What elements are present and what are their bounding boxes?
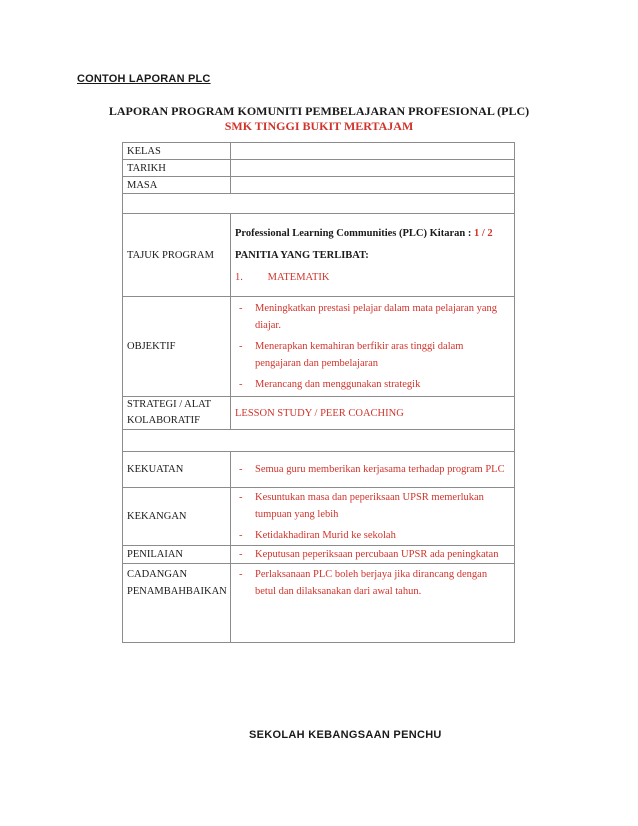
objektif-item: - Menerapkan kemahiran berfikir aras tinggi dalam pengajaran dan pembelajaran	[235, 338, 510, 372]
row-penilaian	[123, 546, 515, 564]
value-kelas	[231, 143, 515, 160]
value-kekuatan	[231, 452, 515, 488]
label-penilaian: PENILAIAN	[123, 546, 231, 564]
label-strategi-line2: KOLABORATIF	[127, 415, 200, 426]
value-tarikh	[231, 160, 515, 177]
value-penilaian	[231, 546, 515, 564]
label-cadangan	[123, 564, 231, 643]
row-spacer	[123, 194, 515, 214]
objektif-item: - Merancang dan menggunakan strategik	[235, 376, 510, 393]
panitia-name: MATEMATIK	[267, 271, 330, 283]
report-table	[122, 142, 515, 643]
row-kelas	[123, 143, 515, 160]
row-masa	[123, 177, 515, 194]
row-objektif	[123, 297, 515, 397]
label-kelas: KELAS	[123, 143, 231, 160]
cadangan-item: - Perlaksanaan PLC boleh berjaya jika dirancang dengan betul dan dilaksanakan dari awal tahun.	[235, 566, 510, 600]
value-masa	[231, 177, 515, 194]
label-cadangan-line2: PENAMBAHBAIKAN	[127, 586, 227, 597]
value-objektif	[231, 297, 515, 397]
objektif-item: - Meningkatkan prestasi pelajar dalam mata pelajaran yang diajar.	[235, 300, 510, 334]
row-strategi	[123, 397, 515, 430]
label-strategi	[123, 397, 231, 430]
label-strategi-line1: STRATEGI / ALAT	[127, 399, 211, 410]
value-kekangan	[231, 488, 515, 546]
label-masa: MASA	[123, 177, 231, 194]
report-title: LAPORAN PROGRAM KOMUNITI PEMBELAJARAN PROFESIONAL (PLC)	[108, 104, 530, 118]
spacer-cell-2	[123, 430, 515, 452]
plc-line: Professional Learning Communities (PLC) Kitaran :	[235, 227, 472, 239]
label-tajuk-program: TAJUK PROGRAM	[123, 214, 231, 297]
row-kekangan	[123, 488, 515, 546]
label-tarikh: TARIKH	[123, 160, 231, 177]
panitia-heading: PANITIA YANG TERLIBAT:	[235, 249, 369, 261]
value-strategi: LESSON STUDY / PEER COACHING	[231, 397, 515, 430]
label-objektif: OBJEKTIF	[123, 297, 231, 397]
row-tajuk	[123, 214, 515, 297]
label-kekuatan: KEKUATAN	[123, 452, 231, 488]
kekuatan-item: - Semua guru memberikan kerjasama terhadap program PLC	[235, 461, 510, 478]
report-school: SMK TINGGI BUKIT MERTAJAM	[224, 119, 414, 133]
penilaian-item: - Keputusan peperiksaan percubaan UPSR ada peningkatan	[235, 546, 510, 563]
panitia-number: 1.	[235, 271, 243, 283]
row-spacer-2	[123, 430, 515, 452]
label-cadangan-line1: CADANGAN	[127, 569, 188, 580]
footer-school: SEKOLAH KEBANGSAAN PENCHU	[249, 729, 442, 741]
kekangan-item: - Ketidakhadiran Murid ke sekolah	[235, 527, 510, 544]
label-kekangan: KEKANGAN	[123, 488, 231, 546]
plc-kitaran: 1 / 2	[473, 227, 493, 239]
kekangan-item: - Kesuntukan masa dan peperiksaan UPSR memerlukan tumpuan yang lebih	[235, 489, 510, 523]
value-cadangan	[231, 564, 515, 643]
row-cadangan	[123, 564, 515, 643]
page-heading: CONTOH LAPORAN PLC	[77, 73, 211, 85]
row-kekuatan	[123, 452, 515, 488]
row-tarikh	[123, 160, 515, 177]
spacer-cell	[123, 194, 515, 214]
value-tajuk-program	[231, 214, 515, 297]
